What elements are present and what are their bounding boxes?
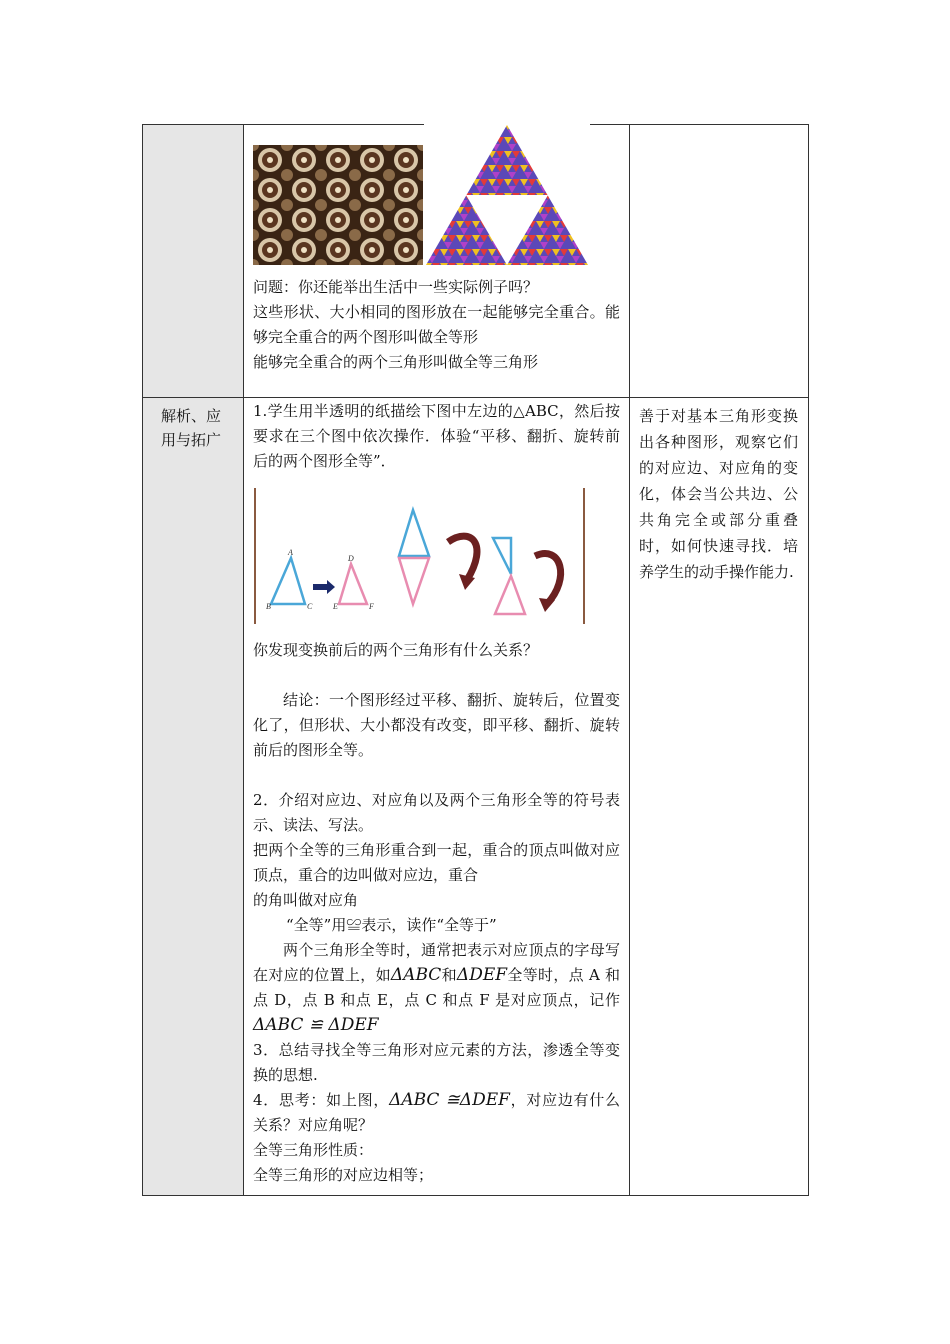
label-D: D	[348, 554, 354, 563]
stage-label-cell	[143, 398, 244, 1196]
text-span: 4．思考：如上图，	[253, 1091, 390, 1109]
teaching-note: 善于对基本三角形变换出各种图形，观察它们的对应边、对应角的变化，体会当公共边、公共角完全或部分重叠时，如何快速寻找．培养学生的动手操作能力.	[639, 407, 798, 581]
paragraph	[253, 1088, 620, 1138]
row2-text	[244, 398, 629, 474]
paragraph: 2．介绍对应边、对应角以及两个三角形全等的符号表示、读法、写法。	[253, 791, 620, 834]
text-span: 和	[441, 966, 457, 984]
paragraph: 把两个全等的三角形重合到一起，重合的顶点叫做对应顶点，重合的边叫做对应边，重合	[253, 841, 620, 884]
paragraph	[253, 938, 620, 1038]
paragraph: 3．总结寻找全等三角形对应元素的方法，渗透全等变换的思想.	[253, 1041, 620, 1084]
paragraph: 全等三角形的对应边相等；	[253, 1166, 434, 1184]
math-symbol: ΔABC	[390, 965, 442, 985]
stage-label: 解析、应用与拓广	[161, 407, 222, 449]
notes-cell	[630, 398, 809, 1196]
paragraph: 全等三角形性质：	[253, 1141, 374, 1159]
row2-text-continued	[244, 638, 629, 1188]
math-symbol: ΔDEF	[456, 965, 508, 985]
content-cell	[244, 398, 630, 1196]
label-E: E	[333, 602, 338, 611]
notes-cell-empty	[630, 125, 809, 398]
paragraph: 1.学生用半透明的纸描绘下图中左边的△ABC，然后按要求在三个图中依次操作．体验“平移、翻折、旋转前后的两个图形全等”．	[253, 402, 620, 470]
lesson-plan-table	[142, 124, 809, 1196]
row1-text	[244, 275, 629, 375]
definition-line: 这些形状、大小相同的图形放在一起能够完全重合。能够完全重合的两个图形叫做全等形	[253, 303, 620, 346]
table-row	[143, 125, 809, 398]
definition-triangle-line: 能够完全重合的两个三角形叫做全等三角形	[253, 353, 539, 371]
label-B: B	[266, 602, 271, 611]
paragraph: “全等”用≌表示，读作“全等于”	[286, 916, 497, 934]
content-cell	[244, 125, 630, 398]
paragraph: 你发现变换前后的两个三角形有什么关系？	[253, 641, 539, 659]
stage-label-cell-empty	[143, 125, 244, 398]
paragraph: 的角叫做对应角	[253, 891, 359, 909]
text-span: ，对应边有什么关系？对应角呢？	[253, 1091, 620, 1134]
text-span: 全等时，点 A 和点 D，点 B 和点 E，点 C 和点 F 是对应顶点，记作	[253, 966, 620, 1009]
hexagon-mosaic-image	[253, 145, 423, 265]
math-symbol: ΔABC ≌ ΔDEF	[253, 1015, 379, 1035]
label-C: C	[307, 602, 313, 611]
question-line: 问题：你还能举出生活中一些实际例子吗？	[253, 278, 539, 296]
conclusion-paragraph: 结论：一个图形经过平移、翻折、旋转后，位置变化了，但形状、大小都没有改变，即平移、翻折、旋转前后的图形全等。	[253, 691, 620, 759]
math-symbol: ΔABC ≅ΔDEF	[389, 1090, 510, 1110]
example-images	[244, 125, 629, 275]
label-F: F	[369, 602, 374, 611]
text-span: 两个三角形全等时，通常把表示对应顶点的字母写在对应的位置上，如	[253, 941, 620, 984]
translate-flip-rotate-figure	[253, 486, 587, 626]
table-row	[143, 398, 809, 1196]
label-A: A	[288, 548, 293, 557]
sierpinski-triangle-image	[424, 123, 590, 267]
